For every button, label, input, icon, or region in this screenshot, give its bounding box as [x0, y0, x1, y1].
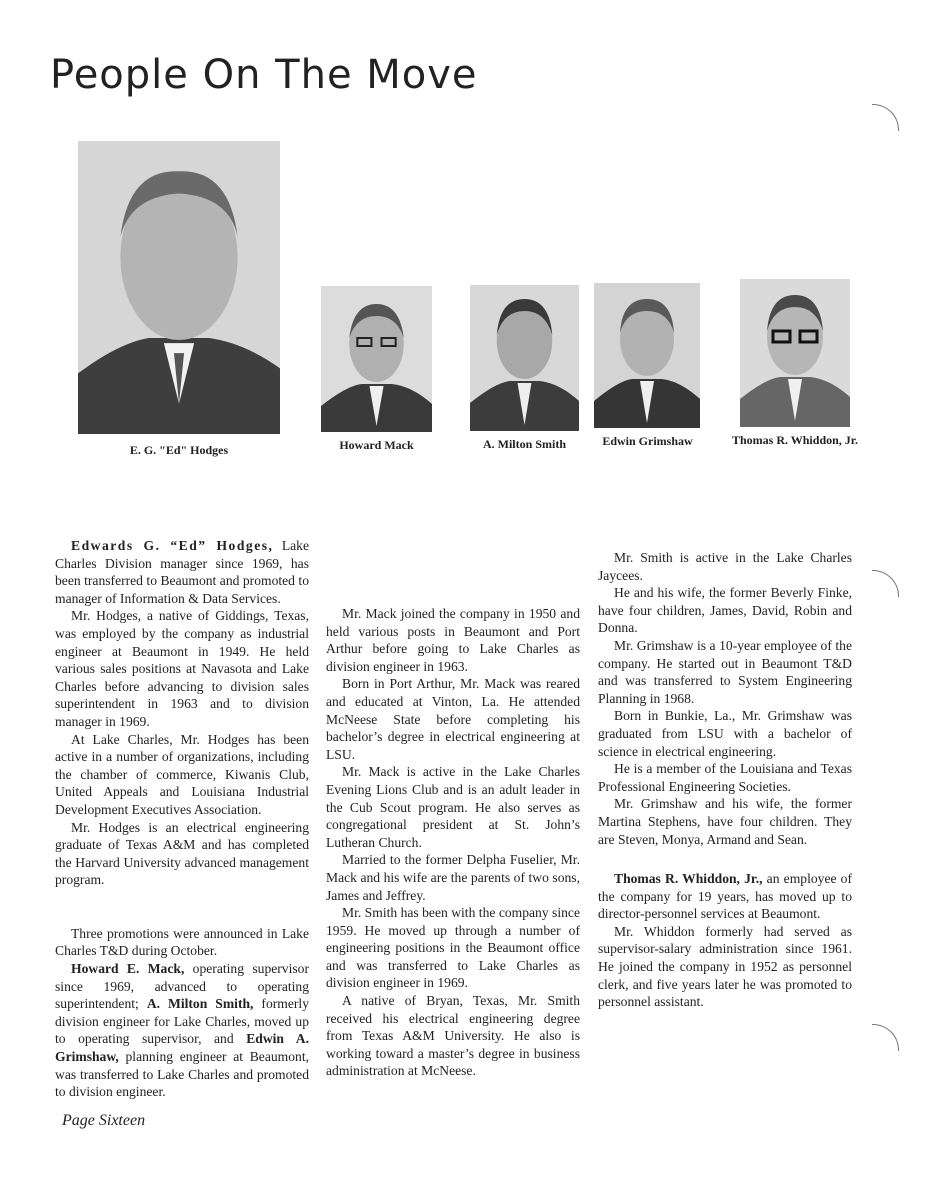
whiddon-name: Thomas R. Whiddon, Jr., — [614, 871, 763, 887]
grimshaw-paragraph-4: He is a member of the Louisiana and Texas Professional Engineering Societies. — [598, 761, 852, 794]
smith-paragraph-5: He and his wife, the former Beverly Finke, have four children, James, David, Robin and Donna. — [598, 585, 852, 636]
smith-paragraph-3: A native of Bryan, Texas, Mr. Smith received his electrical engineering degree from Texas A&M University. He also is working toward a master’s degree in business administration at McNeese. — [326, 993, 580, 1079]
binder-mark-top — [872, 104, 899, 131]
binder-mark-bottom — [872, 1024, 899, 1051]
portrait-hodges — [78, 141, 280, 434]
hodges-paragraph-4: Mr. Hodges is an electrical engineering graduate of Texas A&M and has completed the Harvard University advanced management program. — [55, 819, 309, 888]
page-number: Page Sixteen — [62, 1112, 146, 1129]
mack-paragraph-3: Born in Port Arthur, Mr. Mack was reared and educated at Vinton, La. He attended McNeese State before completing his bachelor’s degree in electrical engineering at LSU. — [326, 676, 580, 762]
smith-paragraph-2: Mr. Smith has been with the company since 1959. He moved up through a number of engineering positions in the Beaumont office and was transferred to Lake Charles as division engineer in 1969. — [326, 905, 580, 991]
portrait-smith — [470, 285, 579, 431]
caption-grimshaw: Edwin Grimshaw — [602, 434, 693, 448]
mack-paragraph-4: Mr. Mack is active in the Lake Charles Evening Lions Club and is an adult leader in the Cub Scout program. He also serves as congregational president at St. John’s Lutheran Church. — [326, 764, 580, 850]
grimshaw-paragraph-2: Mr. Grimshaw is a 10-year employee of the company. He started out in Beaumont T&D and was transferred to System Engineering Planning in 1968. — [598, 637, 852, 706]
column-1 — [55, 537, 309, 1101]
whiddon-paragraph-1: Thomas R. Whiddon, Jr., an employee of the company for 19 years, has moved up to director-personnel services at Beaumont. — [598, 871, 852, 922]
column-3 — [598, 549, 852, 1011]
caption-mack: Howard Mack — [339, 438, 414, 452]
grimshaw-paragraph-5: Mr. Grimshaw and his wife, the former Martina Stephens, have four children. They are Steven, Monya, Armand and Sean. — [598, 796, 852, 847]
hodges-paragraph-3: At Lake Charles, Mr. Hodges has been active in a number of organizations, including the chamber of commerce, Kiwanis Club, United Appeals and Louisiana Industrial Development Executives Association. — [55, 731, 309, 817]
column-2 — [326, 605, 580, 1080]
caption-whiddon: Thomas R. Whiddon, Jr. — [731, 433, 859, 447]
promotions-intro: Three promotions were announced in Lake Charles T&D during October. — [55, 925, 309, 959]
caption-smith: A. Milton Smith — [482, 437, 566, 451]
grimshaw-name: Edwin A. Grimshaw, — [55, 1031, 309, 1065]
portrait-whiddon — [740, 279, 850, 427]
hodges-paragraph-1: Edwards G. “Ed” Hodges, Lake Charles Division manager since 1969, has been transferred to Beaumont and promoted to manager of Information & Data Services. — [55, 538, 309, 606]
hodges-name: Edwards G. “Ed” Hodges, — [71, 538, 274, 553]
mack-paragraph-2: Mr. Mack joined the company in 1950 and held various posts in Beaumont and Port Arthur before going to Lake Charles as division engineer in 1963. — [326, 606, 580, 674]
hodges-paragraph-2: Mr. Hodges, a native of Giddings, Texas, was employed by the company as industrial engineer at Beaumont in 1949. He held various sales positions at Navasota and Lake Charles before advancing to division sales superintendent in 1963 and to division manager in 1969. — [55, 608, 309, 729]
promotions-paragraph: Howard E. Mack, operating supervisor since 1969, advanced to operating superintendent; A. Milton Smith, formerly division engineer for Lake Charles, moved up to operating supervisor, and Edwin A. Grimshaw, planning engineer at Beaumont, was transferred to Lake Charles and promoted to division engineer. — [55, 961, 309, 1100]
mack-paragraph-5: Married to the former Delpha Fuselier, Mr. Mack and his wife are the parents of two sons, James and Jeffrey. — [326, 852, 580, 903]
smith-paragraph-4: Mr. Smith is active in the Lake Charles Jaycees. — [598, 550, 852, 583]
mack-name: Howard E. Mack, — [71, 961, 185, 977]
portrait-grimshaw — [594, 283, 700, 428]
caption-hodges: E. G. "Ed" Hodges — [129, 443, 229, 457]
page-title: People On The Move — [50, 52, 478, 98]
smith-name: A. Milton Smith, — [146, 996, 254, 1012]
portrait-mack — [321, 286, 432, 432]
binder-mark-middle — [872, 570, 899, 597]
grimshaw-paragraph-3: Born in Bunkie, La., Mr. Grimshaw was graduated from LSU with a bachelor of science in electrical engineering. — [598, 708, 852, 759]
whiddon-paragraph-2: Mr. Whiddon formerly had served as supervisor-salary administration since 1961. He joined the company in 1952 as personnel clerk, and five years later he was promoted to personnel assistant. — [598, 923, 852, 1010]
